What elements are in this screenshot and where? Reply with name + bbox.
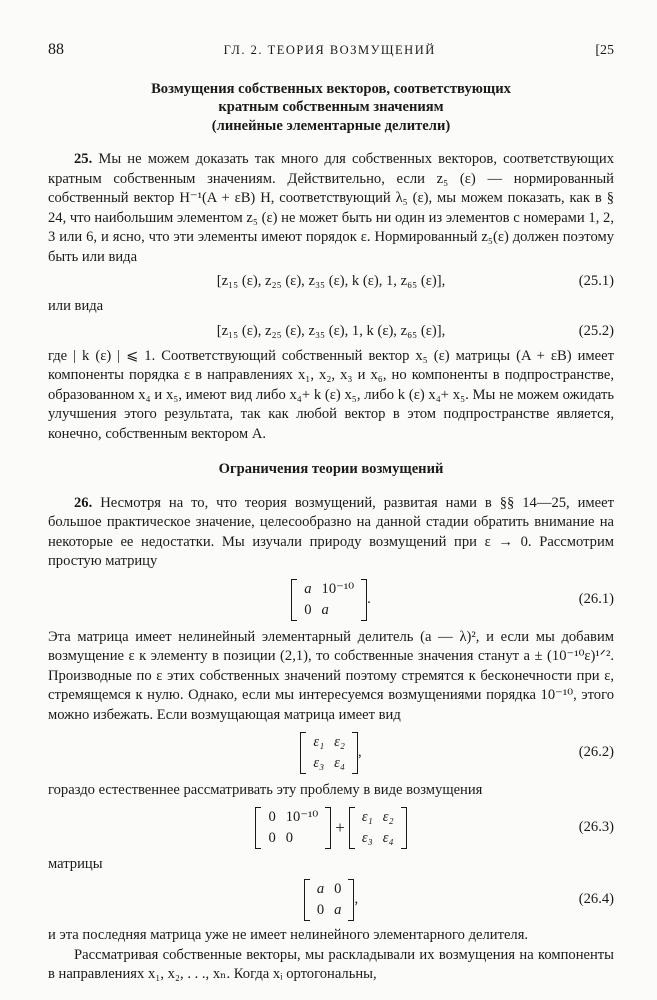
equation-number: (25.1) (578, 273, 614, 290)
equation-number: (26.1) (578, 590, 614, 607)
matrix-cell: ε₃ (361, 829, 373, 846)
equation-25-1 (48, 267, 614, 297)
paragraph-26-cont3: и эта последняя матрица уже не имеет нелинейного элементарного делителя. (48, 927, 529, 943)
matrix-cell: 0 (334, 881, 342, 897)
paragraph-25-cont: где | k (ε) | ⩽ 1. Соответствующий собственный вектор x₅ (ε) матрицы (A + εB) имеет компоненты порядка ε в направлениях x₁, x₂, x₃ и x₆, но компоненты в подпространстве, образованном x₄ и x₅, имеют вид либо x₄+ k (ε) x₅, либо k (ε) x₄+ x₅. Мы не можем ожидать улучшения этого результата, так как любой вектор в этом подпространстве является, конечно, собственным вектором A. (48, 347, 614, 442)
paragraph-26-cont: Эта матрица имеет нелинейный элементарный делитель (a — λ)², и если мы добавим возмущение ε к элементу в позиции (2,1), то собственные значения станут a ± (10⁻¹⁰ε)¹ᐟ². Производные по ε этих собственных значений поэтому стремятся к бесконечности при ε, стремящемся к нулю. Однако, если мы интересуемся возмущениями порядка 10⁻¹⁰, этого можно избежать. Если возмущающая матрица имеет вид (48, 628, 614, 723)
equation-26-4 (48, 874, 614, 926)
matrix (304, 879, 355, 921)
paragraph-25 (48, 150, 614, 267)
section-ref: [25 (595, 43, 614, 58)
matrix-cell: 0 (268, 808, 276, 825)
page (48, 40, 614, 985)
running-title: ГЛ. 2. ТЕОРИЯ ВОЗМУЩЕНИЙ (223, 43, 436, 57)
matrix-cell: 0 (268, 829, 276, 846)
matrix-cell: ε₂ (382, 808, 394, 825)
section-title-line: (линейные элементарные делители) (211, 117, 451, 134)
matrix-cell: a (304, 580, 312, 597)
matrix-cell: 0 (316, 902, 325, 918)
matrix-cell: 0 (304, 601, 312, 618)
section-title-line: Возмущения собственных векторов, соответствующих (151, 80, 511, 97)
equation-number: (25.2) (578, 322, 614, 339)
paragraph-number: 26. (74, 494, 93, 511)
equation-expr: [z₁₅ (ε), z₂₅ (ε), z₃₅ (ε), k (ε), 1, z₆₅ (ε)], (216, 273, 446, 290)
matrix-cell: ε₃ (313, 755, 325, 771)
matrix-cell: a (334, 902, 342, 918)
equation-expr: [z₁₅ (ε), z₂₅ (ε), z₃₅ (ε), 1, k (ε), z₆₅ (ε)], (216, 322, 446, 339)
equation-number: (26.4) (578, 891, 614, 908)
equation-punct: . (367, 590, 371, 607)
matrix (291, 579, 367, 621)
paragraph-text: Несмотря на то, что теория возмущений, развитая нами в §§ 14—25, имеет большое практическое значение, целесообразно на данной стадии обратить внимание на некоторые ее недостатки. Мы изучали природу возмущений при ε → 0. Рассмотрим простую матрицу (48, 494, 614, 569)
paragraph-26 (48, 494, 614, 572)
matrix-cell: ε₁ (313, 734, 325, 750)
matrix-cell: 0 (285, 829, 294, 846)
paragraph-26-cont2: гораздо естественнее рассматривать эту проблему в виде возмущения (48, 782, 483, 798)
equation-number: (26.2) (578, 744, 614, 761)
running-head (48, 40, 614, 61)
section-title-line: кратным собственным значениям (218, 99, 444, 115)
equation-26-1 (48, 572, 614, 628)
section-title-2: Ограничения теории возмущений (218, 461, 444, 477)
equation-number: (26.3) (578, 818, 614, 835)
matrix-cell: 10⁻¹⁰ (321, 580, 355, 597)
equation-punct: , (358, 744, 362, 761)
matrix (300, 732, 358, 774)
matrix-cell: ε₁ (361, 808, 373, 825)
matrix-cell: ε₄ (334, 755, 345, 771)
plus-operator: + (335, 817, 345, 837)
matrix-cell: ε₄ (382, 829, 394, 846)
or-form-text: или вида (48, 298, 104, 314)
matrix-cell: ε₂ (334, 734, 345, 750)
paragraph-number: 25. (74, 151, 93, 167)
page-number: 88 (48, 41, 64, 58)
matrix (349, 807, 407, 849)
matrix-word: матрицы (48, 855, 103, 872)
equation-26-3 (48, 801, 614, 855)
paragraph-26-cont4: Рассматривая собственные векторы, мы раскладывали их возмущения на компоненты в направлениях x₁, x₂, . . ., xₙ. Когда xᵢ ортогональны, (48, 946, 614, 982)
section-title (48, 80, 614, 136)
matrix-cell: a (321, 601, 329, 618)
equation-26-2 (48, 725, 614, 781)
equation-25-2 (48, 317, 614, 347)
equation-punct: , (354, 891, 359, 908)
matrix-cell: 10⁻¹⁰ (285, 808, 319, 825)
matrix (255, 807, 331, 849)
matrix-cell: a (316, 881, 325, 897)
paragraph-text: Мы не можем доказать так много для собственных векторов, соответствующих кратным собственным значениям. Действительно, если z₅ (ε) — нормированный собственный вектор H⁻¹(A + εB) H, соответствующий λ₅ (ε), мы можем показать, как в § 24, что наибольшим элементом z₅ (ε) не может быть ни один из элементов с номерами 1, 2, 3 или 6, и ясно, что эти элементы имеют порядок ε. Нормированный z₅(ε) должен поэтому быть или вида (48, 151, 614, 265)
